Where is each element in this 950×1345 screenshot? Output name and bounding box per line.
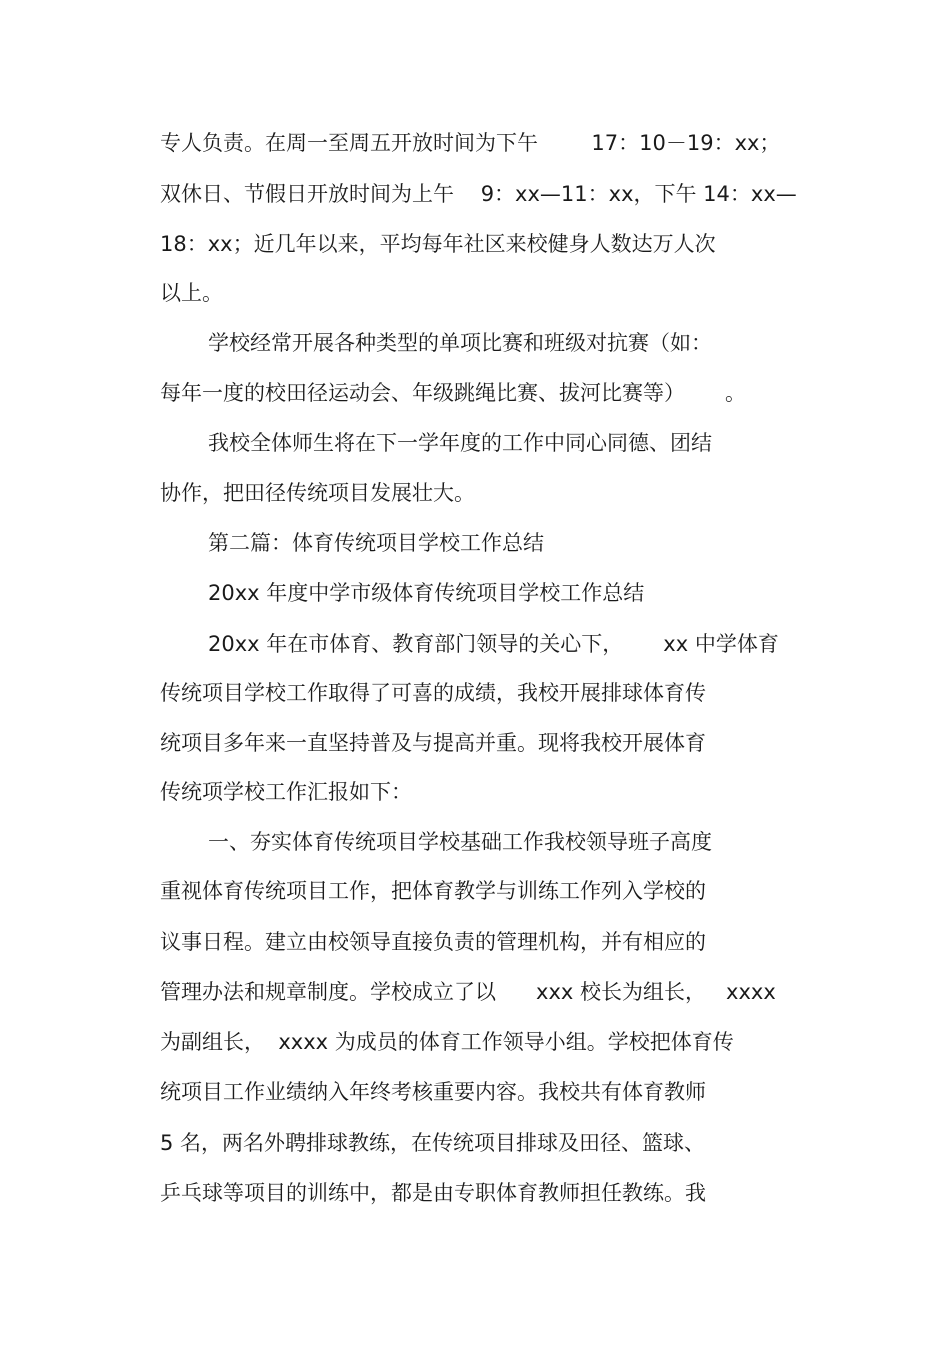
- text-line: 我校全体师生将在下一学年度的工作中同心同德、团结: [208, 431, 712, 455]
- text-line: 为副组长， xxxx 为成员的体育工作领导小组。学校把体育传: [160, 1030, 734, 1054]
- text-line: 学校经常开展各种类型的单项比赛和班级对抗赛（如：: [208, 331, 712, 355]
- section-heading: 第二篇：体育传统项目学校工作总结: [208, 531, 544, 555]
- text-line: 统项目多年来一直坚持普及与提高并重。现将我校开展体育: [160, 731, 706, 755]
- text-line: 重视体育传统项目工作，把体育教学与训练工作列入学校的: [160, 879, 706, 903]
- text-line: 协作，把田径传统项目发展壮大。: [160, 481, 475, 505]
- text-line: 管理办法和规章制度。学校成立了以 xxx 校长为组长， xxxx: [160, 980, 776, 1004]
- text-line: 20xx 年在市体育、教育部门领导的关心下， xx 中学体育: [208, 632, 779, 656]
- text-line: 传统项学校工作汇报如下：: [160, 780, 412, 804]
- text-line: 18：xx；近几年以来，平均每年社区来校健身人数达万人次: [160, 232, 716, 256]
- text-line: 乒乓球等项目的训练中，都是由专职体育教师担任教练。我: [160, 1181, 706, 1205]
- text-line: 5 名，两名外聘排球教练，在传统项目排球及田径、篮球、: [160, 1131, 706, 1155]
- text-line: 双休日、节假日开放时间为上午 9：xx—11：xx，下午 14：xx—: [160, 182, 797, 206]
- text-line: 专人负责。在周一至周五开放时间为下午 17：10－19：xx；: [160, 131, 781, 155]
- text-line: 统项目工作业绩纳入年终考核重要内容。我校共有体育教师: [160, 1080, 706, 1104]
- text-line: 每年一度的校田径运动会、年级跳绳比赛、拔河比赛等） 。: [160, 381, 747, 405]
- text-line: 传统项目学校工作取得了可喜的成绩，我校开展排球体育传: [160, 681, 706, 705]
- section-subheading: 20xx 年度中学市级体育传统项目学校工作总结: [208, 581, 645, 605]
- text-line: 议事日程。建立由校领导直接负责的管理机构，并有相应的: [160, 930, 706, 954]
- text-line: 一、夯实体育传统项目学校基础工作我校领导班子高度: [208, 830, 712, 854]
- text-line: 以上。: [160, 281, 223, 305]
